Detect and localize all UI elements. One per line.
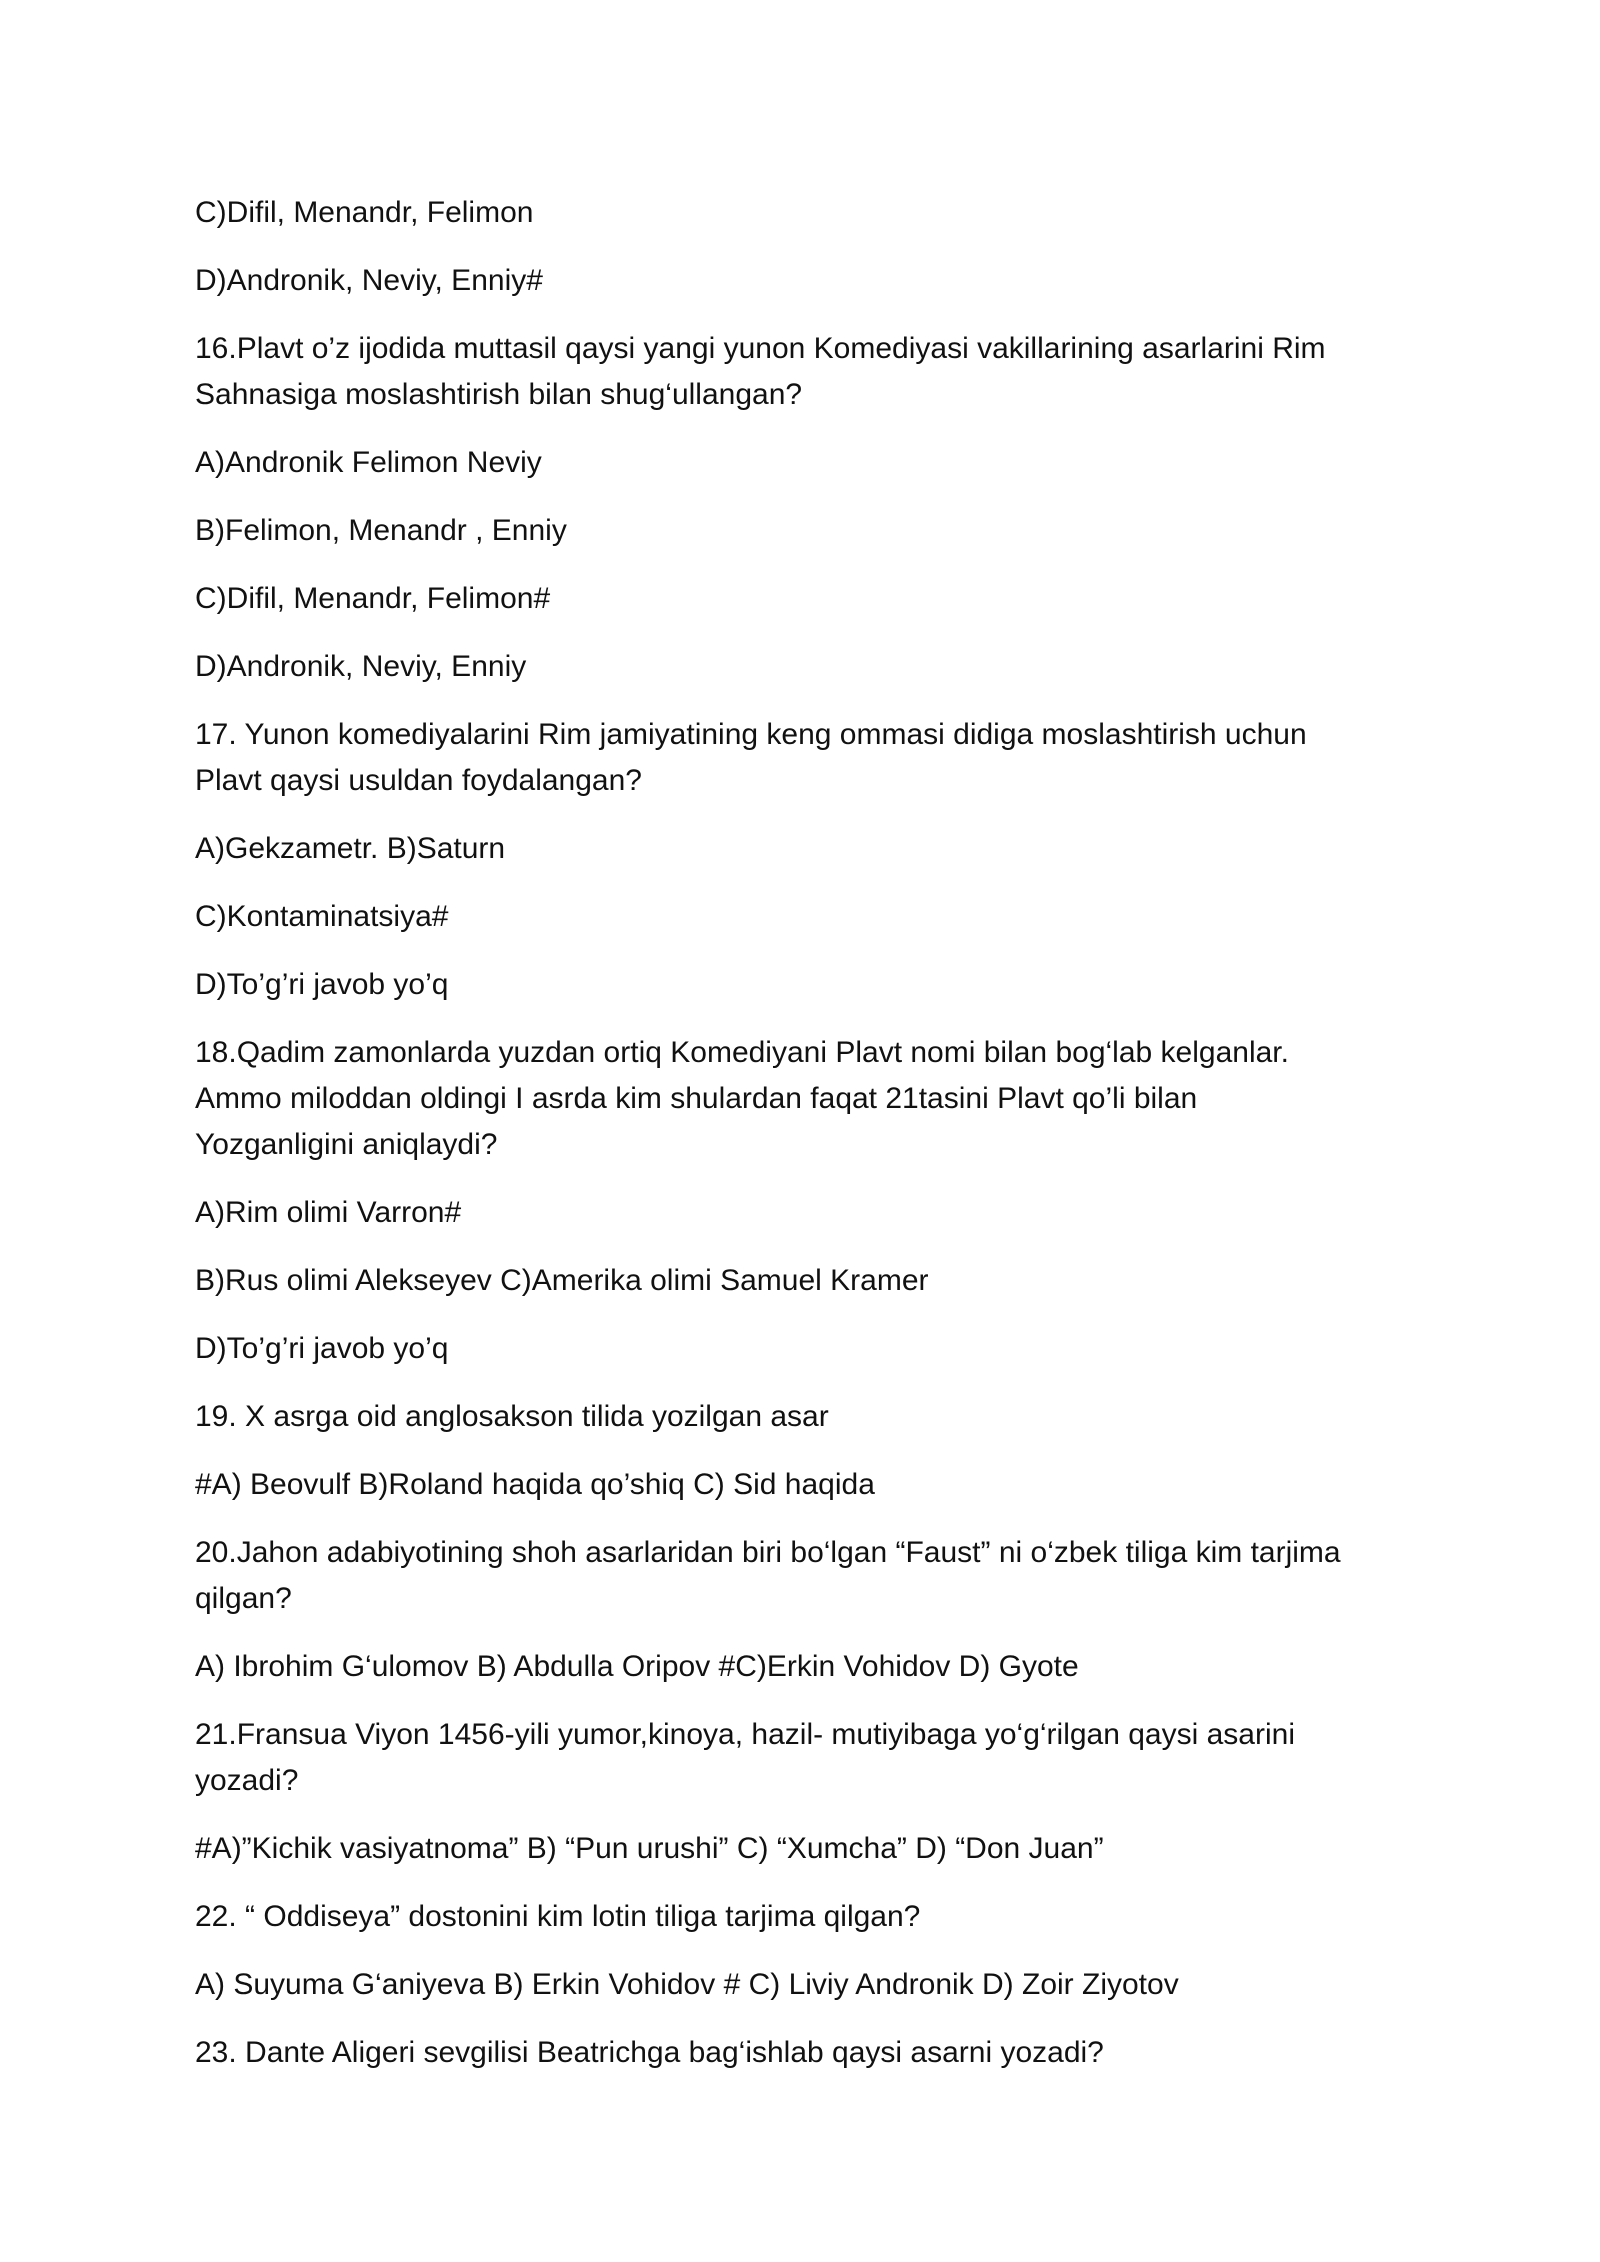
answer-option: D)To’g’ri javob yo’q xyxy=(195,1332,449,1365)
question-18 xyxy=(195,1030,1415,1168)
question-line: 17. Yunon komediyalarini Rim jamiyatining keng ommasi didiga moslashtirish uchun xyxy=(195,718,1307,751)
question-line: 18.Qadim zamonlarda yuzdan ortiq Komediyani Plavt nomi bilan bog‘lab kelganlar. xyxy=(195,1036,1289,1069)
answer-option: C)Difil, Menandr, Felimon xyxy=(195,196,534,229)
answer-option: A)Andronik Felimon Neviy xyxy=(195,446,542,479)
question-line: yozadi? xyxy=(195,1764,299,1797)
question-23: 23. Dante Aligeri sevgilisi Beatrichga bag‘ishlab qaysi asarni yozadi? xyxy=(195,2036,1104,2069)
answer-option: B)Felimon, Menandr , Enniy xyxy=(195,514,567,547)
question-17 xyxy=(195,712,1415,804)
question-20 xyxy=(195,1530,1415,1622)
quiz-text xyxy=(195,190,1415,2098)
question-22: 22. “ Oddiseya” dostonini kim lotin tiliga tarjima qilgan? xyxy=(195,1900,921,1933)
question-line: 20.Jahon adabiyotining shoh asarlaridan biri bo‘lgan “Faust” ni o‘zbek tiliga kim tarjima xyxy=(195,1536,1341,1569)
answer-option: C)Difil, Menandr, Felimon# xyxy=(195,582,551,615)
answer-option: #A) Beovulf B)Roland haqida qo’shiq C) Sid haqida xyxy=(195,1468,875,1501)
answer-option: D)Andronik, Neviy, Enniy# xyxy=(195,264,543,297)
question-line: 21.Fransua Viyon 1456-yili yumor,kinoya, hazil- mutiyibaga yo‘g‘rilgan qaysi asarini xyxy=(195,1718,1295,1751)
answer-option: C)Kontaminatsiya# xyxy=(195,900,449,933)
question-line: Ammo miloddan oldingi I asrda kim shulardan faqat 21tasini Plavt qo’li bilan xyxy=(195,1082,1198,1115)
answer-option: #A)”Kichik vasiyatnoma” B) “Pun urushi” C) “Xumcha” D) “Don Juan” xyxy=(195,1832,1104,1865)
answer-option: D)Andronik, Neviy, Enniy xyxy=(195,650,527,683)
answer-option: A)Gekzametr. B)Saturn xyxy=(195,832,506,865)
question-line: Sahnasiga moslashtirish bilan shug‘ullangan? xyxy=(195,378,803,411)
answer-option: D)To’g’ri javob yo’q xyxy=(195,968,449,1001)
question-19: 19. X asrga oid anglosakson tilida yozilgan asar xyxy=(195,1400,829,1433)
question-line: Yozganligini aniqlaydi? xyxy=(195,1128,498,1161)
answer-option: A) Ibrohim G‘ulomov B) Abdulla Oripov #C)Erkin Vohidov D) Gyote xyxy=(195,1650,1079,1683)
question-line: qilgan? xyxy=(195,1582,292,1615)
answer-option: B)Rus olimi Alekseyev C)Amerika olimi Samuel Kramer xyxy=(195,1264,929,1297)
question-21 xyxy=(195,1712,1415,1804)
answer-option: A) Suyuma G‘aniyeva B) Erkin Vohidov # C) Liviy Andronik D) Zoir Ziyotov xyxy=(195,1968,1179,2001)
question-line: Plavt qaysi usuldan foydalangan? xyxy=(195,764,642,797)
question-16 xyxy=(195,326,1415,418)
question-line: 16.Plavt o’z ijodida muttasil qaysi yangi yunon Komediyasi vakillarining asarlarini Rim xyxy=(195,332,1326,365)
answer-option: A)Rim olimi Varron# xyxy=(195,1196,462,1229)
